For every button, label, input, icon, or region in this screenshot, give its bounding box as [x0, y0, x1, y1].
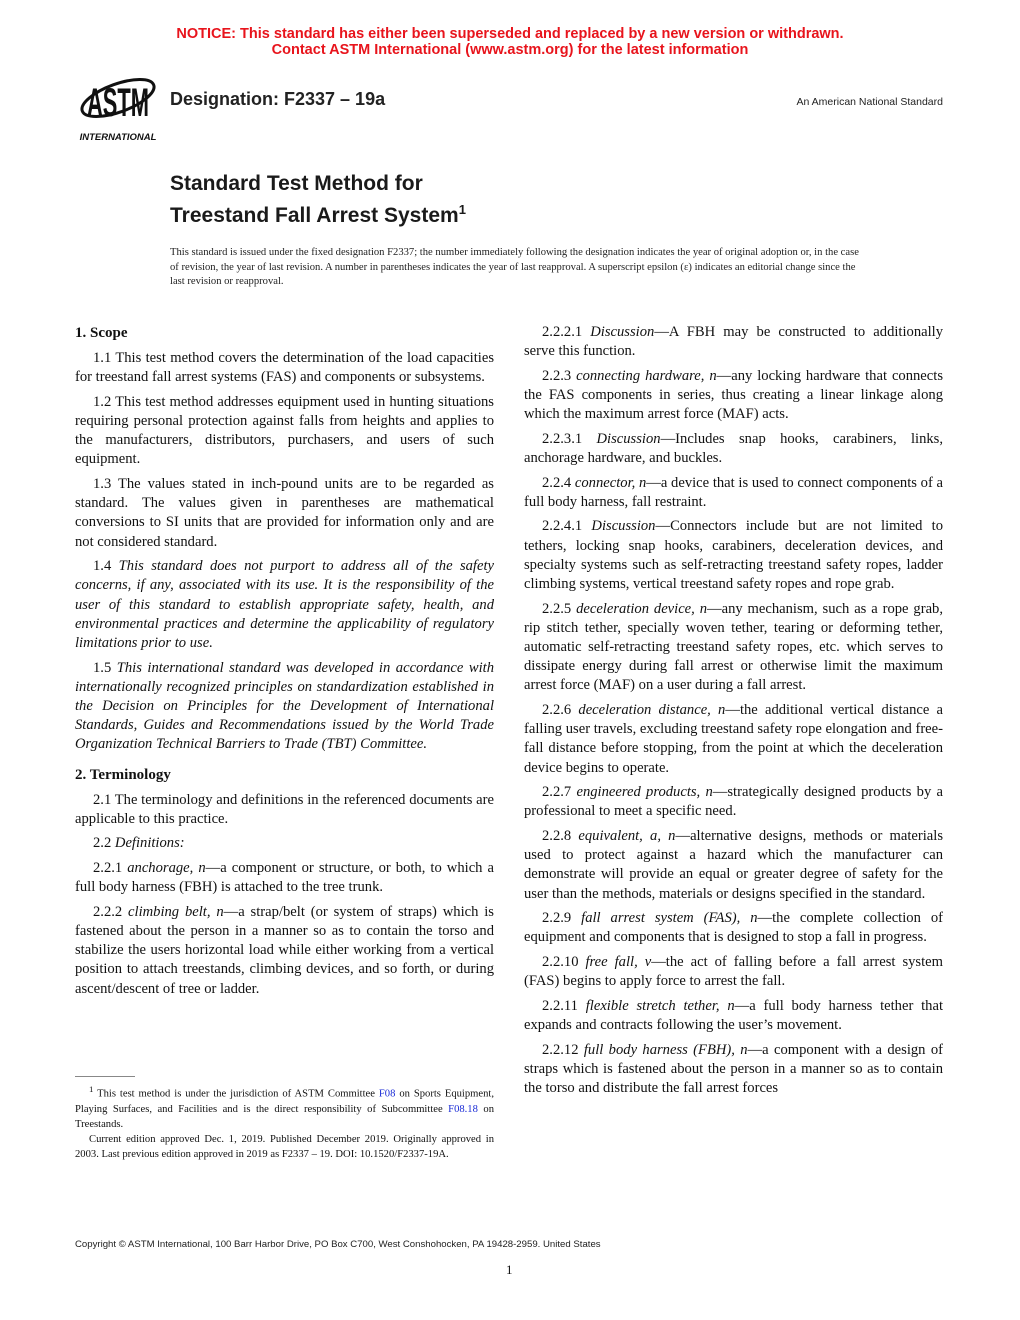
footnote-text: on Sports Equipment, Playing Surfaces, and Facilities and is the direct responsibility of Subcommittee — [75, 1088, 494, 1115]
subcommittee-f0818-link[interactable]: F08.18 — [448, 1103, 478, 1115]
paragraph-text: —a full body harness tether that expands and contracts following the user’s movement. — [524, 997, 943, 1033]
defined-term: climbing belt, n — [122, 903, 224, 920]
title-line-1: Standard Test Method for — [170, 172, 423, 195]
section-paragraph — [75, 903, 494, 999]
section-paragraph — [75, 859, 494, 897]
notice-line-2: Contact ASTM International (www.astm.org) for the latest information — [271, 42, 749, 58]
american-national-standard-label: An American National Standard — [796, 96, 943, 108]
paragraph-text: —Connectors include but are not limited to tethers, locking snap hooks, carabiners, deceleration devices, and specialty systems such as self-retracting treestand safety ropes, ladder climbing systems, vertical treestand safety ropes and rope grab. — [524, 518, 944, 592]
section-number: 2.2.4 — [542, 474, 572, 491]
defined-term: This standard does not purport to address all of the safety concerns, if any, associated with its use. It is the responsibility of the user of this standard to establish appropriate safety, health, and environmental practices and determine the applicability of regulatory limitations prior to use. — [75, 558, 494, 652]
defined-term: equivalent, a, n — [571, 828, 676, 844]
defined-term: Discussion — [582, 324, 655, 340]
defined-term: free fall, v — [578, 954, 652, 970]
section-number: 1.5 — [93, 659, 112, 676]
section-number: 1.3 — [93, 476, 112, 492]
paragraph-text: —any locking hardware that connects the FAS components in series, thus creating a linear linkage along which the maximum arrest force (MAF) acts. — [524, 367, 943, 423]
section-paragraph — [524, 701, 943, 778]
defined-term: connector, n — [571, 474, 647, 491]
section-paragraph — [524, 600, 943, 696]
defined-term: engineered products, n — [571, 784, 713, 801]
section-paragraph — [75, 349, 494, 387]
paragraph-text: This test method addresses equipment used in hunting situations requiring personal protection against falls from heights and applies to the manufacturers, distributors, purchasers, and users of such equipment. — [75, 393, 494, 468]
section-paragraph — [524, 827, 943, 904]
svg-text:INTERNATIONAL: INTERNATIONAL — [79, 132, 157, 143]
designation: Designation: F2337 – 19a — [170, 89, 386, 109]
section-paragraph — [524, 430, 943, 468]
section-paragraph — [524, 323, 943, 361]
terminology-heading: 2. Terminology — [75, 766, 171, 783]
paragraph-text: —the act of falling before a fall arrest system (FAS) begins to apply force to arrest the fall. — [524, 954, 943, 990]
section-paragraph — [524, 474, 943, 512]
section-number: 2.2.2.1 — [542, 324, 583, 340]
section-paragraph — [524, 909, 943, 947]
paragraph-text: —the complete collection of equipment and components that is designed to stop a fall in progress. — [524, 910, 943, 946]
paragraph-text: —a device that is used to connect components of a full body harness, fall restraint. — [524, 474, 943, 510]
section-number: 2.2.7 — [542, 784, 572, 801]
astm-logo — [76, 68, 160, 144]
paragraph-text: The values stated in inch-pound units are to be regarded as standard. The values given in parentheses are mathematical conversions to SI units that are provided for information only and are not considered standard. — [75, 476, 494, 550]
section-number: 2.2 — [93, 835, 112, 852]
defined-term: Discussion — [582, 430, 661, 447]
section-paragraph — [75, 393, 494, 470]
paragraph-text: The terminology and definitions in the referenced documents are applicable to this practice. — [75, 791, 494, 827]
section-paragraph — [75, 557, 494, 653]
section-number: 2.2.5 — [542, 600, 572, 617]
footnote-rule — [75, 1076, 135, 1077]
section-paragraph — [75, 659, 494, 755]
section-number: 2.2.3.1 — [542, 430, 583, 447]
defined-term: flexible stretch tether, n — [577, 997, 735, 1014]
title-footnote-ref: 1 — [458, 202, 466, 217]
left-column — [75, 323, 494, 1004]
footnote-marker: 1 — [89, 1084, 94, 1094]
section-number: 2.2.9 — [542, 910, 572, 927]
withdrawal-notice — [0, 26, 1020, 58]
section-number: 2.2.2 — [93, 903, 123, 920]
paragraph-text: —the additional vertical distance a falling user travels, excluding treestand safety rope elongation and free-fall distance before stopping, from the point at which the deceleration device begins to operate. — [524, 702, 944, 776]
section-number: 1.2 — [93, 393, 112, 410]
defined-term: connecting hardware, n — [571, 367, 717, 384]
right-column — [524, 323, 943, 1104]
scope-heading: 1. Scope — [75, 325, 128, 341]
edition-note: Current edition approved Dec. 1, 2019. Published December 2019. Originally approved in 2003. Last previous edition approved in 2019 as F2337 – 19. DOI: 10.1520/F2337-19A. — [75, 1133, 494, 1160]
paragraph-text: —A FBH may be constructed to additionally serve this function. — [524, 324, 944, 360]
defined-term: anchorage, n — [122, 860, 206, 877]
section-paragraph — [75, 834, 494, 853]
section-paragraph — [75, 791, 494, 829]
section-paragraph — [75, 475, 494, 552]
section-number: 1.1 — [93, 350, 112, 366]
title-line-2: Treestand Fall Arrest System — [170, 204, 459, 227]
section-number: 2.2.10 — [542, 954, 579, 970]
section-number: 2.1 — [93, 791, 112, 808]
notice-line-1: NOTICE: This standard has either been superseded and replaced by a new version or withdrawn. — [176, 26, 844, 42]
section-number: 1.4 — [93, 558, 112, 575]
paragraph-text: —any mechanism, such as a rope grab, rip stitch tether, specially woven tether, tearing or deforming tether, automatic self-retracting treestand safety ropes, etc. which serves to dissipate energy during fall arrest or otherwise limit the maximum arrest force (MAF) on a user during a fall arrest. — [524, 600, 943, 694]
section-paragraph — [524, 953, 943, 991]
defined-term: fall arrest system (FAS), n — [571, 910, 758, 927]
copyright: Copyright © ASTM International, 100 Barr Harbor Drive, PO Box C700, West Conshohocken, PA 19428-2959. United States — [75, 1239, 601, 1250]
section-number: 2.2.3 — [542, 367, 572, 384]
paragraph-text: —a component with a design of straps which is fastened about the person in a manner so as to contain the torso and distribute the fall arrest forces — [524, 1041, 943, 1096]
paragraph-text: —Includes snap hooks, carabiners, links, anchorage hardware, and buckles. — [524, 430, 944, 466]
footnote-text: This test method is under the jurisdiction of ASTM Committee — [93, 1088, 379, 1100]
section-paragraph — [524, 1041, 943, 1099]
defined-term: This international standard was developed in accordance with internationally recognized principles on standardization established in the Decision on Principles for the Development of International Standards, Guides and Recommendations issued by the World Trade Organization Technical Barriers to Trade (TBT) Committee. — [75, 659, 494, 753]
issued-note: This standard is issued under the fixed designation F2337; the number immediately following the designation indicates the year of original adoption or, in the case of revision, the year of last revision. A number in parentheses indicates the year of last reapproval. A superscript epsilon (ε) indicates an editorial change since the last revision or reapproval. — [170, 247, 859, 287]
section-number: 2.2.11 — [542, 997, 578, 1014]
paragraph-text: —a strap/belt (or system of straps) which is fastened about the person in a manner so as to contain the torso and stabilize the users horizontal load while either working from a vertical position to attach treestands, climbing devices, and so forth, or during ascent/descent of tree or ladder. — [75, 903, 494, 997]
section-paragraph — [524, 783, 943, 821]
defined-term: Discussion — [582, 518, 656, 535]
paragraph-text: —strategically designed products by a professional to meet a specific need. — [524, 784, 943, 820]
committee-f08-link[interactable]: F08 — [378, 1088, 396, 1100]
svg-text:ASTM: ASTM — [87, 81, 149, 125]
paragraph-text: —a component or structure, or both, to which a full body harness (FBH) is attached to the tree trunk. — [75, 860, 494, 896]
defined-term: full body harness (FBH), n — [578, 1041, 748, 1058]
section-number: 2.2.6 — [542, 702, 572, 718]
defined-term: Definitions: — [111, 835, 185, 852]
section-number: 2.2.4.1 — [542, 518, 583, 535]
section-number: 2.2.12 — [542, 1041, 579, 1058]
section-number: 2.2.1 — [93, 860, 123, 877]
page-number: 1 — [506, 1262, 513, 1277]
document-title — [170, 171, 466, 229]
footnote-text: on Treestands. — [75, 1103, 494, 1130]
section-paragraph — [524, 997, 943, 1035]
section-paragraph — [524, 367, 943, 425]
defined-term: deceleration distance, n — [571, 702, 726, 718]
paragraph-text: This test method covers the determination of the load capacities for treestand fall arrest systems (FAS) and components or subsystems. — [75, 350, 494, 386]
footnote — [75, 1082, 494, 1162]
section-number: 2.2.8 — [542, 828, 572, 844]
defined-term: deceleration device, n — [571, 600, 707, 617]
section-paragraph — [524, 517, 943, 594]
paragraph-text: —alternative designs, methods or materials used to protect against a hazard which the manufacturer can demonstrate will provide an equal or greater degree of safety for the user than the methods, materials or designs specified in the standard. — [524, 828, 944, 902]
